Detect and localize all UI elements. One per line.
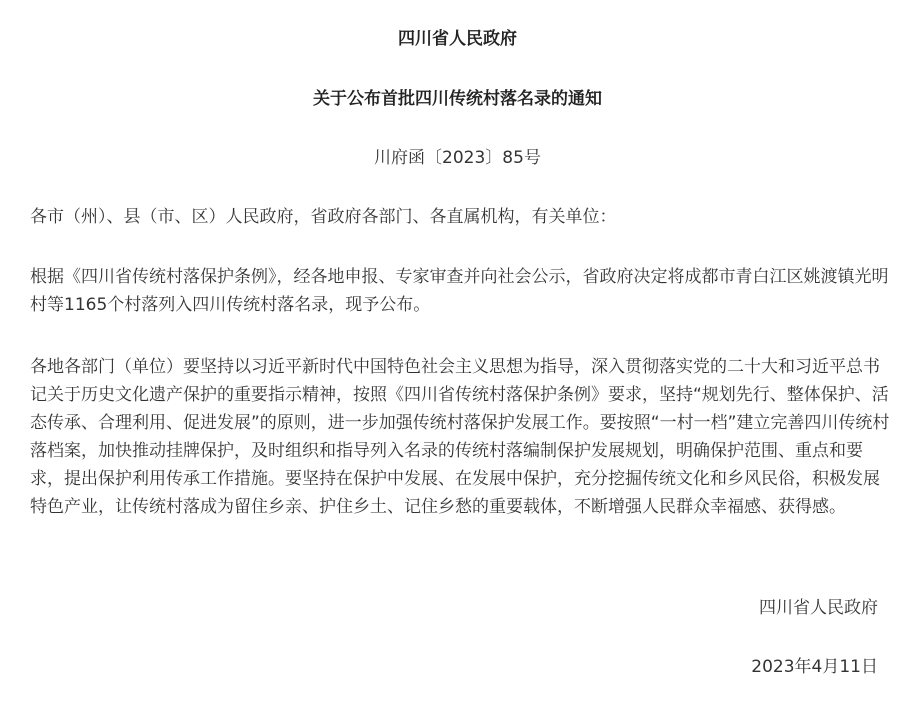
paragraph-1: 根据《四川省传统村落保护条例》，经各地申报、专家审查并向社会公示，省政府决定将成都市青白江区姚渡镇光明村等1165个村落列入四川传统村落名录，现予公布。 (30, 267, 889, 315)
paragraph-2: 各地各部门（单位）要坚持以习近平新时代中国特色社会主义思想为指导，深入贯彻落实党的二十大和习近平总书记关于历史文化遗产保护的重要指示精神，按照《四川省传统村落保护条例》要求，坚持“规划先行、整体保护、活态传承、合理利用、促进发展”的原则，进一步加强传统村落保护发展工作。要按照“一村一档”建立完善四川传统村落档案，加快推动挂牌保护，及时组织和指导列入名录的传统村落编制保护发展规划，明确保护范围、重点和要求，提出保护利用传承工作措施。要坚持在保护中发展、在发展中保护，充分挖掘传统文化和乡风民俗，积极发展特色产业，让传统村落成为留住乡亲、护住乡土、记住乡愁的重要载体，不断增强人民群众幸福感、获得感。 (30, 357, 890, 517)
issuer-heading: 四川省人民政府 (398, 29, 517, 49)
signature: 四川省人民政府 (759, 598, 878, 618)
salutation: 各市（州）、县（市、区）人民政府，省政府各部门、各直属机构，有关单位： (30, 207, 617, 227)
issue-date: 2023年4月11日 (751, 657, 878, 677)
document-title: 关于公布首批四川传统村落名录的通知 (313, 89, 602, 109)
document-number: 川府函〔2023〕85号 (374, 148, 541, 168)
